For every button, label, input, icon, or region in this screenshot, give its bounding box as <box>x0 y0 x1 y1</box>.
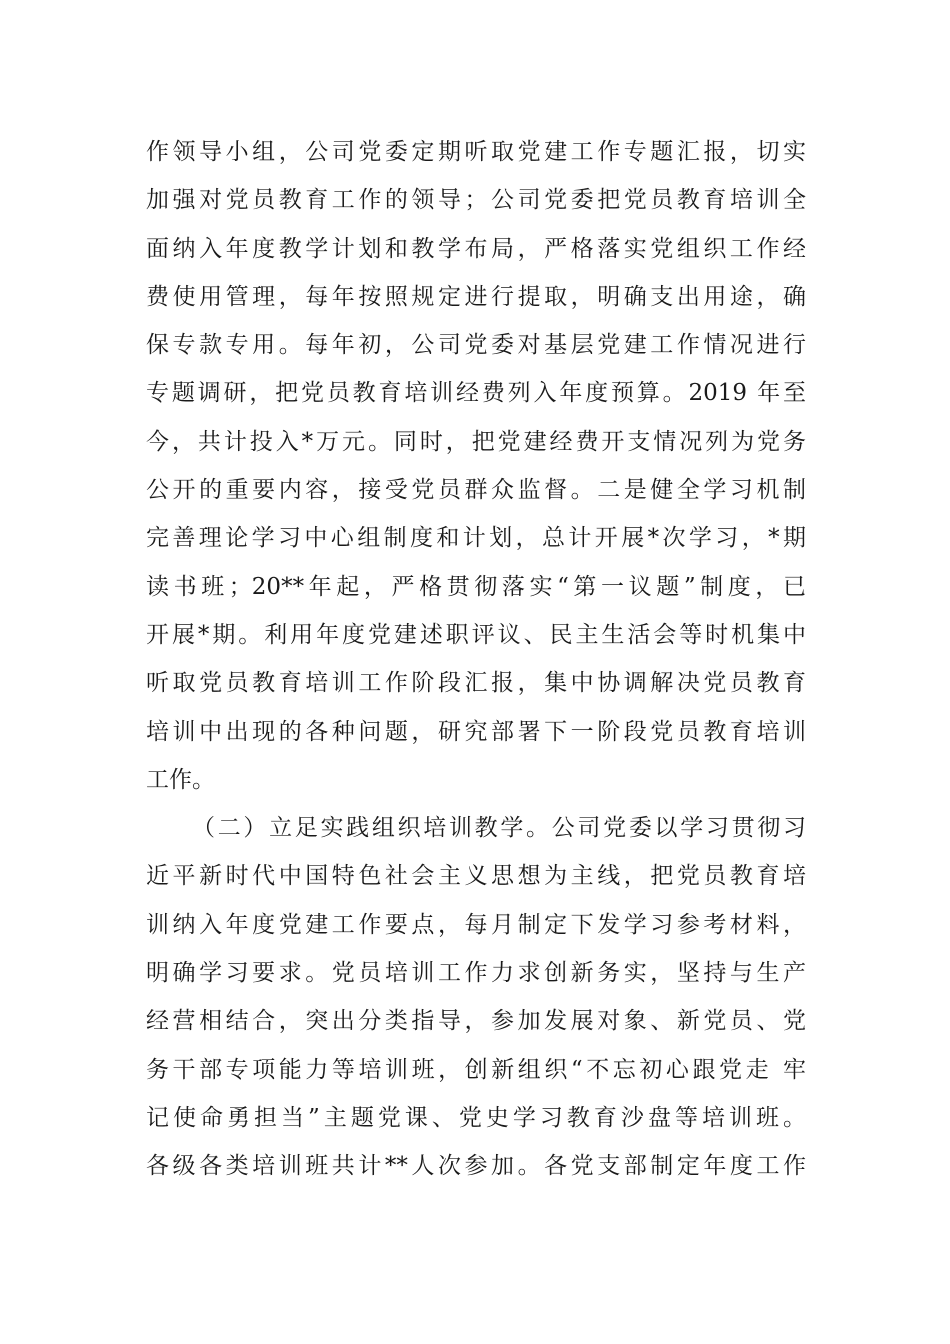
text-line: 工作。 <box>146 766 215 793</box>
text-line: 经营相结合，突出分类指导，参加发展对象、新党员、党 <box>146 1008 806 1035</box>
text-line: 各级各类培训班共计**人次参加。各党支部制定年度工作 <box>146 1153 806 1180</box>
text-line: 近平新时代中国特色社会主义思想为主线，把党员教育培 <box>146 863 806 890</box>
body-text <box>146 128 806 1191</box>
text-line: 读书班；20**年起，严格贯彻落实“第一议题”制度，已 <box>146 573 806 600</box>
text-line: 开展*期。利用年度党建述职评议、民主生活会等时机集中 <box>146 621 806 648</box>
paragraph-first-line: （二）立足实践组织培训教学。公司党委以学习贯彻习 <box>192 815 806 842</box>
text-line: 作领导小组，公司党委定期听取党建工作专题汇报，切实 <box>146 139 806 165</box>
text-line: 务干部专项能力等培训班，创新组织“不忘初心跟党走 牢 <box>146 1056 806 1083</box>
text-line: 今，共计投入*万元。同时，把党建经费开支情况列为党务 <box>146 428 806 455</box>
text-line: 听取党员教育培训工作阶段汇报，集中协调解决党员教育 <box>146 670 806 697</box>
text-line: 完善理论学习中心组制度和计划，总计开展*次学习，*期 <box>146 525 806 552</box>
text-line: 加强对党员教育工作的领导；公司党委把党员教育培训全 <box>146 187 806 214</box>
text-line: 明确学习要求。党员培训工作力求创新务实，坚持与生产 <box>146 960 806 987</box>
text-line: 训纳入年度党建工作要点，每月制定下发学习参考材料， <box>146 911 806 938</box>
text-line: 公开的重要内容，接受党员群众监督。二是健全学习机制 <box>146 477 806 504</box>
text-line: 专题调研，把党员教育培训经费列入年度预算。2019 年至 <box>146 380 806 407</box>
text-line: 培训中出现的各种问题，研究部署下一阶段党员教育培训 <box>146 718 806 745</box>
text-line: 记使命勇担当”主题党课、党史学习教育沙盘等培训班。 <box>146 1104 806 1131</box>
text-line: 费使用管理，每年按照规定进行提取，明确支出用途，确 <box>146 283 806 310</box>
text-line: 面纳入年度教学计划和教学布局，严格落实党组织工作经 <box>146 235 806 262</box>
text-line: 保专款专用。每年初，公司党委对基层党建工作情况进行 <box>146 332 806 359</box>
